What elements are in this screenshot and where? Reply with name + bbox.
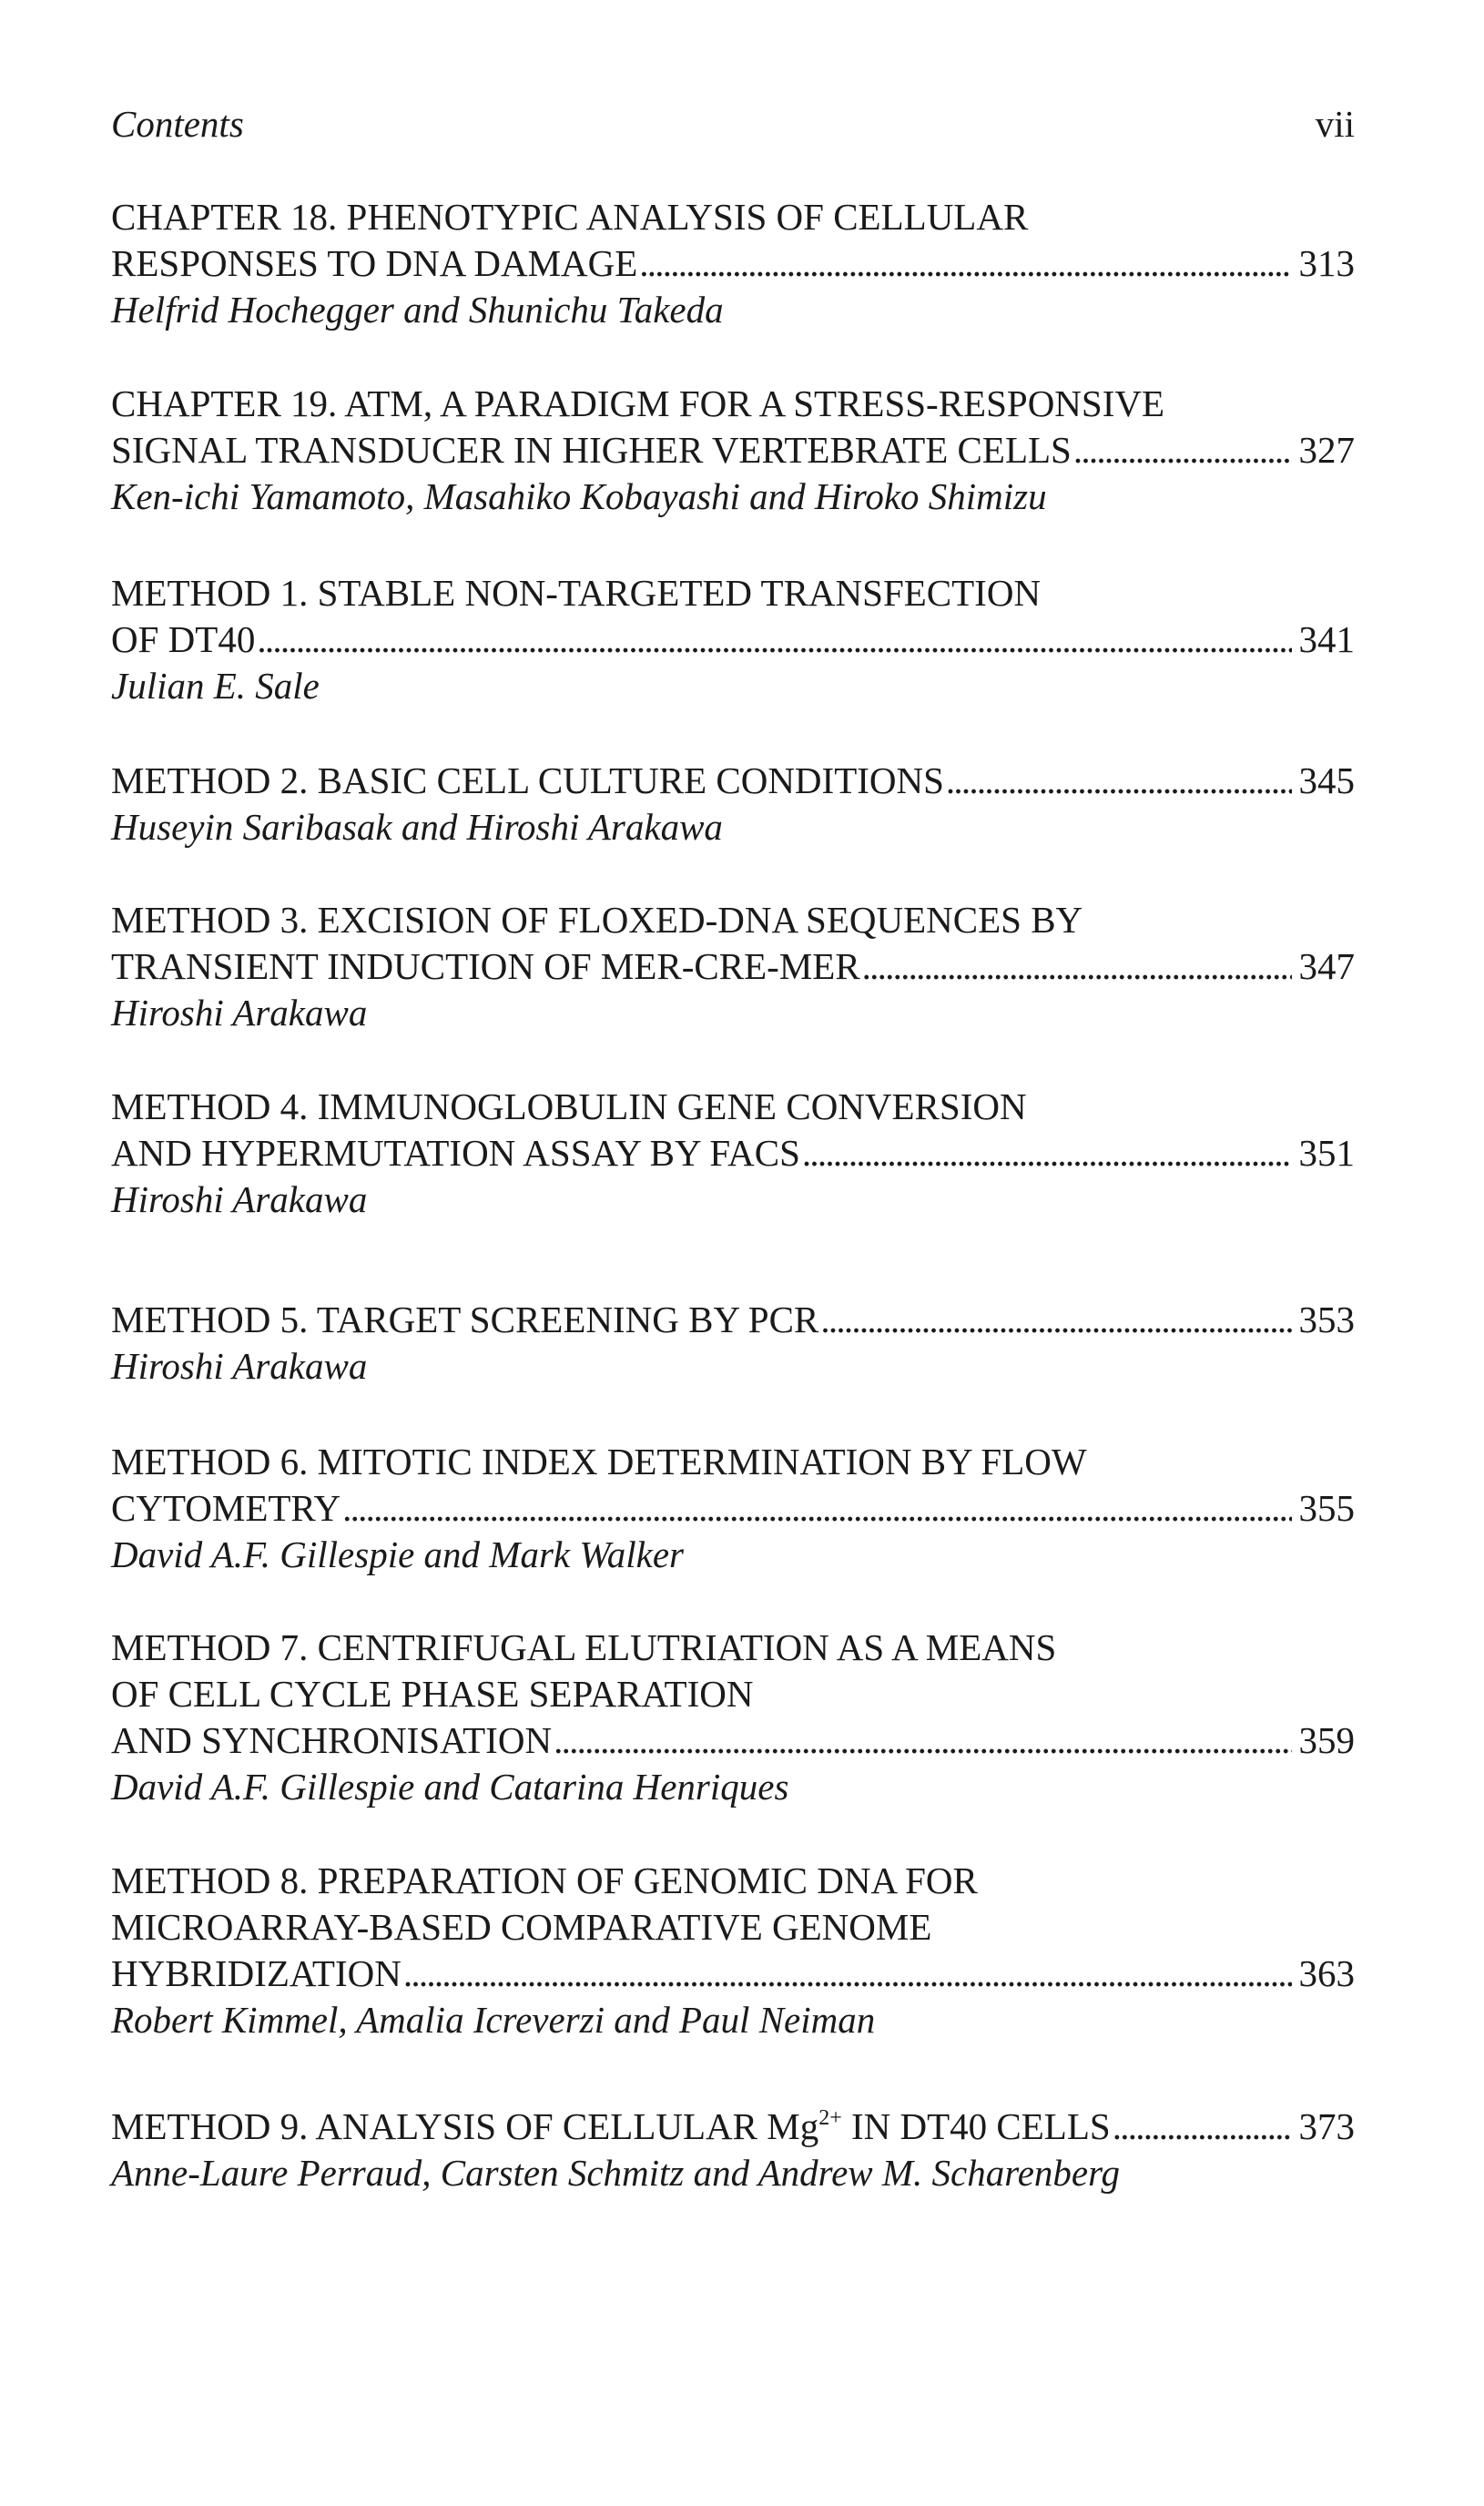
toc-entry-title-line: AND HYPERMUTATION ASSAY BY FACS <box>111 1132 800 1174</box>
toc-entry-title-text: METHOD 9. ANALYSIS OF CELLULAR Mg <box>111 2105 819 2147</box>
toc-entry-page: 341 <box>1298 618 1355 660</box>
toc-entry-leader-line <box>111 758 1355 804</box>
toc-entry-page: 347 <box>1298 945 1355 987</box>
toc-entry-page: 359 <box>1298 1719 1355 1761</box>
toc-entry-method-7 <box>111 1625 1355 1810</box>
toc-entry-leader-line <box>111 616 1355 663</box>
toc-entry-title-line: OF CELL CYCLE PHASE SEPARATION <box>111 1673 754 1715</box>
toc-entry-title-line: METHOD 3. EXCISION OF FLOXED-DNA SEQUENCES BY <box>111 899 1083 941</box>
toc-entry-chapter-19 <box>111 381 1355 520</box>
toc-entry-method-4 <box>111 1084 1355 1223</box>
toc-entry-title-line: METHOD 1. STABLE NON-TARGETED TRANSFECTION <box>111 572 1042 614</box>
toc-entry-method-3 <box>111 897 1355 1036</box>
toc-entry-authors: David A.F. Gillespie and Catarina Henriques <box>111 1766 789 1808</box>
toc-entry-title-line: METHOD 7. CENTRIFUGAL ELUTRIATION AS A MEANS <box>111 1626 1057 1668</box>
dot-leader <box>946 758 1292 804</box>
toc-entry-authors: Robert Kimmel, Amalia Icreverzi and Paul Neiman <box>111 1999 876 2041</box>
toc-entry-leader-line <box>111 1951 1355 1997</box>
dot-leader <box>1113 2104 1292 2150</box>
toc-entry-title-line: CYTOMETRY <box>111 1487 341 1529</box>
toc-entry-page: 355 <box>1298 1487 1355 1529</box>
toc-entry-method-9 <box>111 2104 1355 2196</box>
toc-entry-method-1 <box>111 570 1355 709</box>
toc-entry-leader-line <box>111 1717 1355 1764</box>
page-number: vii <box>1315 103 1355 145</box>
toc-entry-title-line: METHOD 4. IMMUNOGLOBULIN GENE CONVERSION <box>111 1085 1027 1127</box>
running-head-title: Contents <box>111 103 244 145</box>
toc-entry-authors: Anne-Laure Perraud, Carsten Schmitz and Andrew M. Scharenberg <box>111 2152 1121 2194</box>
toc-entry-title-line: TRANSIENT INDUCTION OF MER-CRE-MER <box>111 945 860 987</box>
toc-entry-authors: Helfrid Hochegger and Shunichu Takeda <box>111 289 724 331</box>
toc-entry-page: 353 <box>1298 1299 1355 1340</box>
dot-leader <box>403 1951 1292 1997</box>
toc-entry-leader-line <box>111 1297 1355 1343</box>
toc-entry-title-line: METHOD 5. TARGET SCREENING BY PCR <box>111 1299 819 1340</box>
toc-entry-method-8 <box>111 1858 1355 2043</box>
toc-entry-authors: Ken-ichi Yamamoto, Masahiko Kobayashi and Hiroko Shimizu <box>111 475 1047 517</box>
toc-entry-title-line: HYBRIDIZATION <box>111 1952 401 1994</box>
toc-entry-authors: Hiroshi Arakawa <box>111 992 368 1034</box>
toc-entry-leader-line <box>111 240 1355 287</box>
dot-leader <box>802 1130 1292 1177</box>
dot-leader <box>639 240 1291 287</box>
dot-leader <box>820 1297 1291 1343</box>
dot-leader <box>342 1485 1291 1532</box>
toc-entry-title-line: METHOD 6. MITOTIC INDEX DETERMINATION BY FLOW <box>111 1441 1087 1482</box>
toc-entry-authors: Hiroshi Arakawa <box>111 1178 368 1220</box>
toc-entry-page: 351 <box>1298 1132 1355 1174</box>
toc-entry-title-line: OF DT40 <box>111 618 256 660</box>
toc-entry-title-line: MICROARRAY-BASED COMPARATIVE GENOME <box>111 1906 932 1948</box>
toc-entry-title-text: IN DT40 CELLS <box>841 2105 1111 2147</box>
toc-entry-title-line: METHOD 8. PREPARATION OF GENOMIC DNA FOR <box>111 1859 978 1901</box>
toc-entry-leader-line <box>111 943 1355 990</box>
toc-entry-method-5 <box>111 1297 1355 1390</box>
toc-entry-title-line: AND SYNCHRONISATION <box>111 1719 553 1761</box>
toc-entry-leader-line <box>111 427 1355 474</box>
toc-entry-page: 327 <box>1298 429 1355 471</box>
toc-entry-method-2 <box>111 758 1355 851</box>
toc-entry-authors: David A.F. Gillespie and Mark Walker <box>111 1533 684 1575</box>
dot-leader <box>1073 427 1292 474</box>
toc-entry-page: 313 <box>1298 242 1355 284</box>
toc-entry-title-line <box>111 2104 1111 2150</box>
toc-entry-title-line: SIGNAL TRANSDUCER IN HIGHER VERTEBRATE CELLS <box>111 429 1072 471</box>
toc-entry-authors: Huseyin Saribasak and Hiroshi Arakawa <box>111 806 723 848</box>
superscript-charge: 2+ <box>818 2106 842 2130</box>
toc-entry-page: 373 <box>1298 2105 1355 2147</box>
toc-entry-leader-line <box>111 1485 1355 1532</box>
dot-leader <box>862 943 1292 990</box>
toc-entry-title-line: RESPONSES TO DNA DAMAGE <box>111 242 638 284</box>
toc-entry-leader-line <box>111 1130 1355 1177</box>
toc-entry-leader-line <box>111 2104 1355 2150</box>
toc-entry-title-line: METHOD 2. BASIC CELL CULTURE CONDITIONS <box>111 759 944 801</box>
toc-entry-method-6 <box>111 1439 1355 1578</box>
toc-entry-chapter-18 <box>111 194 1355 333</box>
toc-entry-authors: Julian E. Sale <box>111 665 320 707</box>
dot-leader <box>554 1717 1291 1764</box>
toc-entry-authors: Hiroshi Arakawa <box>111 1345 368 1387</box>
toc-entry-title-line: CHAPTER 19. ATM, A PARADIGM FOR A STRESS-RESPONSIVE <box>111 382 1165 424</box>
toc-entry-page: 345 <box>1298 759 1355 801</box>
toc-entry-title-line: CHAPTER 18. PHENOTYPIC ANALYSIS OF CELLULAR <box>111 196 1029 238</box>
toc-entry-page: 363 <box>1298 1952 1355 1994</box>
dot-leader <box>257 616 1291 663</box>
